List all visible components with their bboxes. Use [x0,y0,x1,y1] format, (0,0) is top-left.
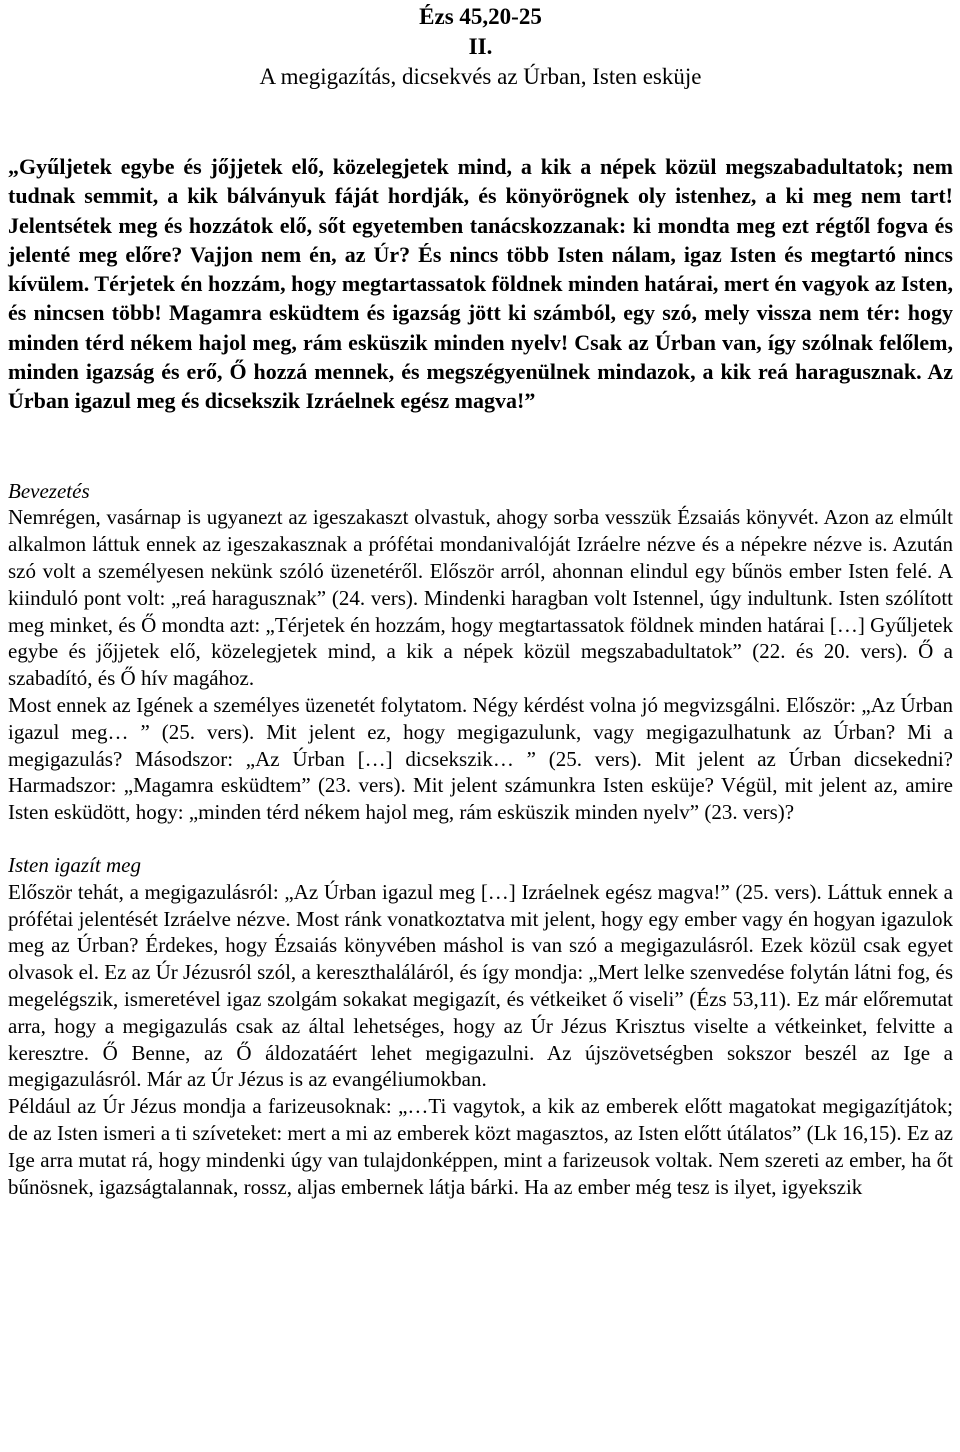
scripture-quote: „Gyűljetek egybe és jőjjetek elő, közelegjetek mind, a kik a népek közül megszabadultatok; nem tudnak semmit, a kik bálványuk fáját hordják, és könyörögnek oly istenhez, a ki meg nem tart! Jelentsétek meg és hozzátok elő, sőt egyetemben tanácskozzanak: ki mondta meg ezt régtől fogva és jelenté meg előre? Vajjon nem én, az Úr? És nincs több Isten nálam, igaz Isten és megtartó nincs kívülem. Térjetek én hozzám, hogy megtartassatok földnek minden határai, mert én vagyok az Isten, és nincsen több! Magamra esküdtem és igazság jött ki számból, egy szó, mely vissza nem tér: hogy minden térd nékem hajol meg, rám esküszik minden nyelv! Csak az Úrban van, így szólnak felőlem, minden igazság és erő, Ő hozzá mennek, és megszégyenülnek mindazok, a kik reá haragusznak. Az Úrban igazul meg és dicsekszik Izráelnek egész magva!” [8,154,953,414]
justification-paragraph-2: Például az Úr Jézus mondja a farizeusoknak: „…Ti vagytok, a kik az emberek előtt magatokat megigazítjátok; de az Isten ismeri a ti szíveteket: mert a mi az emberek közt magasztos, az Isten előtt útálatos” (Lk 16,15). Ez az Ige arra mutat rá, hogy mindenki úgy van tulajdonképpen, mint a farizeusok voltak. Nem szereti az ember, ha őt bűnösnek, igazságtalannak, rossz, aljas embernek látja bárki. Ha az ember még tesz is ilyet, igyekszik [8,1094,953,1199]
intro-paragraph-1: Nemrégen, vasárnap is ugyanezt az igeszakaszt olvastuk, ahogy sorba vesszük Ézsaiás könyvét. Azon az elmúlt alkalmon láttuk ennek az igeszakasznak a prófétai mondanivalóját Izráelre nézve és a népekre nézve is. Azután szó volt a személyesen nekünk szóló üzenetéről. Először arról, ahonnan elindul egy bűnös ember Isten felé. A kiinduló pont volt: „reá haragusznak” (24. vers). Mindenki haragban volt Istennel, úgy indultunk. Isten szólított meg minket, és Ő mondta azt: „Térjetek én hozzám, hogy megtartassatok földnek minden határai […] Gyűljetek egybe és jőjjetek elő, közelegjetek mind, a kik a népek közül megszabadultatok” (22. és 20. vers). Ő a szabadító, és Ő hív magához. [8,505,953,691]
justification-paragraph-1: Először tehát, a megigazulásról: „Az Úrban igazul meg […] Izráelnek egész magva!” (25. vers). Láttuk ennek a prófétai jelentését Izráelve nézve. Most ránk vonatkoztatva mit jelent, hogy egy ember vagy én hogyan igazulok meg az Úrban? Érdekes, hogy Ézsaiás könyvében máshol is van szó a megigazulásról. Ezek közül csak egyet olvasok el. Ez az Úr Jézusról szól, a kereszthaláláról, és így mondja: „Mert lelke szenvedése folytán látni fog, és megelégszik, ismeretével igaz szolgám sokakat megigazít, és vétkeiket ő viseli” (Ézs 53,11). Ez már előremutat arra, hogy a megigazulás csak az által lehetséges, hogy az Úr Jézus Krisztus viselte a vétkeinket, felvitte a keresztre. Ő Benne, az Ő áldozatáért lehet megigazulni. Az újszövetségben sokszor beszél az Ige a megigazulásról. Már az Úr Jézus is az evangéliumokban. [8,879,953,1092]
document-page [8,0,953,1200]
intro-paragraph-2: Most ennek az Igének a személyes üzenetét folytatom. Négy kérdést volna jó megvizsgálni. Először: „Az Úrban igazul meg… ” (25. vers). Mit jelent ez, hogy megigazulunk, vagy megigazulhatunk az Úrban? Mi a megigazulás? Másodszor: „Az Úrban […] dicsekszik… ” (25. vers). Mit jelent az Úrban dicsekedni? Harmadszor: „Magamra esküdtem” (23. vers). Mit jelent számunkra Isten esküje? Végül, mit jelent az, amire Isten esküdött, hogy: „minden térd nékem hajol meg, rám esküszik minden nyelv” (23. vers)? [8,693,953,825]
intro-section [8,478,953,826]
sermon-title: A megigazítás, dicsekvés az Úrban, Isten esküje [259,64,702,89]
justification-heading: Isten igazít meg [8,853,141,878]
justification-section [8,852,953,1200]
scripture-reference: Ézs 45,20-25 [419,4,542,29]
intro-heading: Bevezetés [8,478,90,503]
part-number: II. [468,34,493,59]
